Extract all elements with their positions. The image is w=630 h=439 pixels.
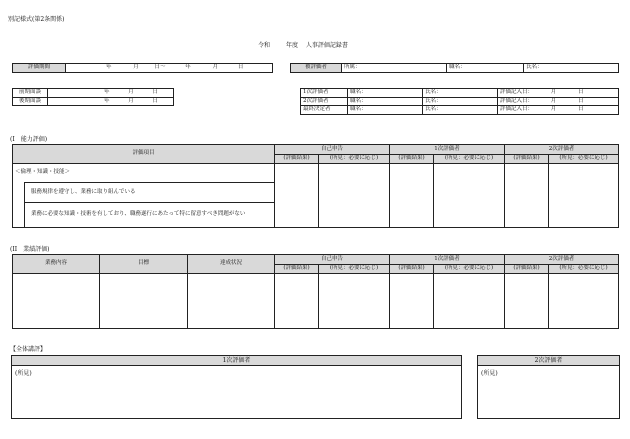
group-second: 2次評価者 (505, 255, 619, 265)
first-result-cell[interactable] (390, 274, 434, 329)
second-result-cell[interactable] (505, 274, 549, 329)
period-to-month: 月 (212, 64, 219, 71)
second-opinion-cell[interactable] (549, 274, 619, 329)
group-second: 2次評価者 (505, 145, 619, 155)
sub-result: (評価結果) (505, 265, 549, 274)
col-task: 業務内容 (13, 255, 100, 274)
evaluator-day: 日 (578, 106, 584, 113)
period-label: 評価期間 (13, 64, 66, 73)
period-from-month: 月 (133, 64, 139, 71)
second-overall-label: 2次評価者 (478, 356, 619, 366)
evaluator-date[interactable] (498, 106, 619, 115)
evaluator-post[interactable]: 職名： (348, 106, 423, 115)
sub-opinion: (所見：必要に応じ) (549, 265, 619, 274)
interview-month: 月 (128, 89, 134, 95)
evaluatee-dept[interactable]: 所属： (342, 64, 447, 73)
sub-opinion: (所見：必要に応じ) (434, 265, 505, 274)
interview-day: 日 (152, 89, 159, 95)
ability-table (12, 144, 619, 228)
group-first: 1次評価者 (390, 145, 505, 155)
second-overall-opinion: (所見) (481, 370, 498, 377)
first-overall-opinion: (所見) (15, 370, 32, 377)
title-year-label: 年度 (285, 42, 298, 49)
interview-date[interactable] (48, 97, 174, 106)
period-from-day: 日〜 (154, 64, 166, 71)
page-title (258, 40, 348, 49)
evaluator-role: 2次評価者 (301, 97, 348, 106)
period-to-year: 年 (185, 64, 191, 71)
first-overall-label: 1次評価者 (12, 356, 461, 366)
interview-day: 日 (152, 97, 159, 104)
evaluator-month: 月 (550, 97, 557, 104)
interview-label: 前期面談 (13, 89, 48, 98)
interview-month: 月 (128, 97, 134, 104)
sub-opinion: (所見：必要に応じ) (319, 155, 390, 164)
sub-opinion: (所見：必要に応じ) (319, 265, 390, 274)
interview-year: 年 (104, 97, 110, 104)
evaluator-day: 日 (578, 97, 584, 104)
evaluator-name[interactable]: 氏名： (423, 97, 498, 106)
evaluator-month: 月 (550, 89, 557, 96)
ability-item: 服務規律を遵守し、業務に取り組んでいる (25, 183, 275, 203)
sub-result: (評価結果) (505, 155, 549, 164)
first-overall-box[interactable] (11, 355, 462, 419)
evaluator-date[interactable] (498, 89, 619, 98)
interview-date[interactable] (48, 89, 174, 98)
evaluator-date-label: 評価記入日： (500, 89, 534, 96)
col-status: 達成状況 (188, 255, 275, 274)
self-opinion-cell[interactable] (319, 164, 390, 228)
evaluator-month: 月 (550, 106, 557, 113)
group-first: 1次評価者 (390, 255, 505, 265)
ability-item: 業務に必要な知識・技術を有しており、職務遂行にあたって特に留意すべき問題がない (25, 203, 275, 228)
interview-year: 年 (104, 89, 110, 95)
col-goal: 目標 (100, 255, 188, 274)
evaluator-name[interactable]: 氏名： (423, 89, 498, 98)
status-cell[interactable] (188, 274, 275, 329)
first-opinion-cell[interactable] (434, 274, 505, 329)
section1-title: (I 能力評価) (10, 136, 48, 143)
task-cell[interactable] (13, 274, 100, 329)
self-result-cell[interactable] (275, 164, 319, 228)
form-label: 別記様式(第2条関係) (8, 16, 65, 23)
evaluator-role: 最終決定者 (301, 106, 348, 115)
period-from-year: 年 (106, 64, 112, 71)
first-result-cell[interactable] (390, 164, 434, 228)
category-label: ＜倫理・知識・技能＞ (13, 164, 275, 183)
interview-label: 後期面談 (13, 97, 48, 106)
title-doc: 人事評価記録書 (305, 42, 348, 49)
goal-cell[interactable] (100, 274, 188, 329)
second-opinion-cell[interactable] (549, 164, 619, 228)
evaluatee-table (290, 63, 619, 73)
evaluator-role: 1次評価者 (301, 89, 348, 98)
indent-cell (13, 183, 25, 228)
evaluator-day: 日 (578, 89, 584, 96)
sub-result: (評価結果) (275, 155, 319, 164)
evaluator-date[interactable] (498, 97, 619, 106)
period-to-day: 日 (237, 64, 244, 71)
item-header: 評価項目 (13, 145, 275, 164)
evaluator-post[interactable]: 職名： (348, 97, 423, 106)
evaluator-date-label: 評価記入日： (500, 106, 534, 113)
sub-result: (評価結果) (275, 265, 319, 274)
evaluator-post[interactable]: 職名： (348, 89, 423, 98)
evaluatee-name[interactable]: 氏名： (524, 64, 619, 73)
sub-opinion: (所見：必要に応じ) (549, 155, 619, 164)
evaluator-name[interactable]: 氏名： (423, 106, 498, 115)
second-overall-box[interactable] (477, 355, 620, 419)
interview-table (12, 88, 174, 106)
evaluatee-post[interactable]: 職名： (447, 64, 524, 73)
title-era: 令和 (258, 42, 271, 49)
second-result-cell[interactable] (505, 164, 549, 228)
self-opinion-cell[interactable] (319, 274, 390, 329)
section2-title: (II 業績評価) (10, 246, 50, 253)
period-table (12, 63, 273, 73)
group-self: 自己申告 (275, 145, 390, 155)
self-result-cell[interactable] (275, 274, 319, 329)
group-self: 自己申告 (275, 255, 390, 265)
evaluator-date-label: 評価記入日： (500, 97, 534, 104)
sub-result: (評価結果) (390, 155, 434, 164)
period-range[interactable] (66, 64, 273, 73)
first-opinion-cell[interactable] (434, 164, 505, 228)
sub-result: (評価結果) (390, 265, 434, 274)
overall-title: 【全体講評】 (10, 346, 47, 353)
sub-opinion: (所見：必要に応じ) (434, 155, 505, 164)
evaluatee-label: 被評価者 (291, 64, 342, 73)
evaluators-table (300, 88, 619, 115)
performance-table (12, 254, 619, 329)
